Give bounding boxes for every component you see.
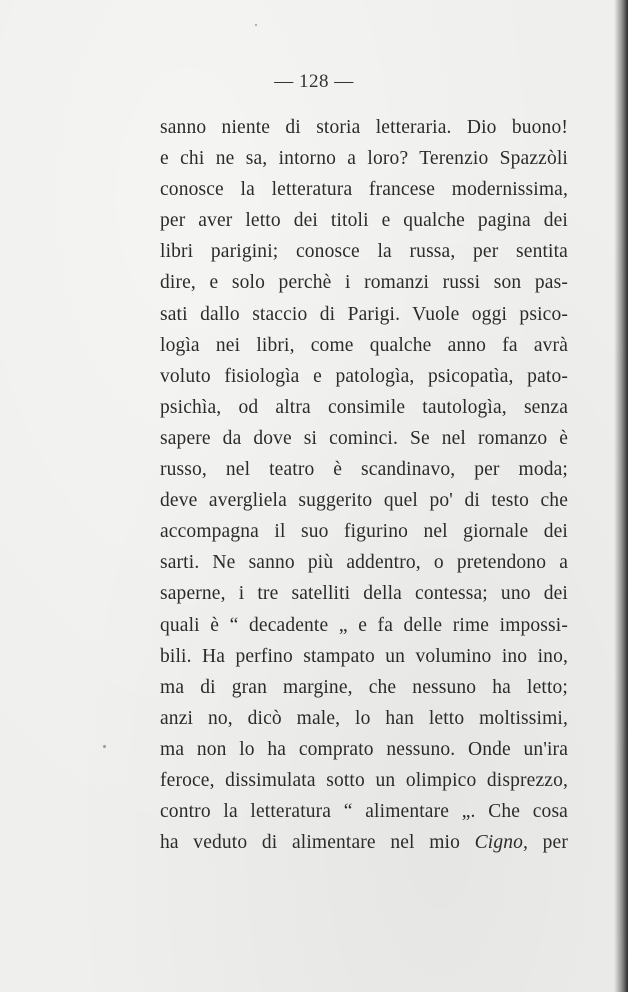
text-line: e chi ne sa, intorno a loro? Terenzio Spazzòli xyxy=(160,148,568,170)
text-line: psichìa, od altra consimile tautologìa, senza xyxy=(160,396,568,418)
page-number: — 128 — xyxy=(274,71,354,92)
text-line: ha veduto di alimentare nel mio Cigno, per xyxy=(160,832,568,854)
text-line: russo, nel teatro è scandinavo, per moda; xyxy=(160,459,568,481)
paper-speck xyxy=(103,745,106,748)
body-text xyxy=(160,112,568,858)
text-line: accompagna il suo figurino nel giornale dei xyxy=(160,521,568,543)
text-line: quali è “ decadente „ e fa delle rime impossi- xyxy=(160,614,568,636)
text-line: libri parigini; conosce la russa, per sentita xyxy=(160,241,568,263)
text-line: sanno niente di storia letteraria. Dio buono! xyxy=(160,117,568,138)
paper-speck xyxy=(255,24,257,26)
text-line: sati dallo staccio di Parigi. Vuole oggi psico- xyxy=(160,303,568,325)
text-line: anzi no, dicò male, lo han letto moltissimi, xyxy=(160,707,568,729)
text-line: logìa nei libri, come qualche anno fa avrà xyxy=(160,334,568,356)
text-line: ma non lo ha comprato nessuno. Onde un'ira xyxy=(160,738,568,760)
text-line: per aver letto dei titoli e qualche pagina dei xyxy=(160,210,568,232)
text-line: saperne, i tre satelliti della contessa; uno dei xyxy=(160,583,568,605)
text-line: contro la letteratura “ alimentare „. Che cosa xyxy=(160,801,568,823)
text-line: ma di gran margine, che nessuno ha letto; xyxy=(160,676,568,698)
text-line: sapere da dove si cominci. Se nel romanzo è xyxy=(160,427,568,449)
text-line: conosce la letteratura francese modernissima, xyxy=(160,179,568,201)
text-line: feroce, dissimulata sotto un olimpico disprezzo, xyxy=(160,769,568,791)
page-edge-shadow xyxy=(614,0,628,992)
text-line: bili. Ha perfino stampato un volumino ino ino, xyxy=(160,645,568,667)
text-line: dire, e solo perchè i romanzi russi son pas- xyxy=(160,272,568,294)
text-line: deve avergliela suggerito quel po' di testo che xyxy=(160,490,568,512)
italic-title: Cigno, xyxy=(474,832,529,854)
text-line: voluto fisiologìa e patologìa, psicopatìa, pato- xyxy=(160,365,568,387)
text-line: sarti. Ne sanno più addentro, o pretendono a xyxy=(160,552,568,574)
